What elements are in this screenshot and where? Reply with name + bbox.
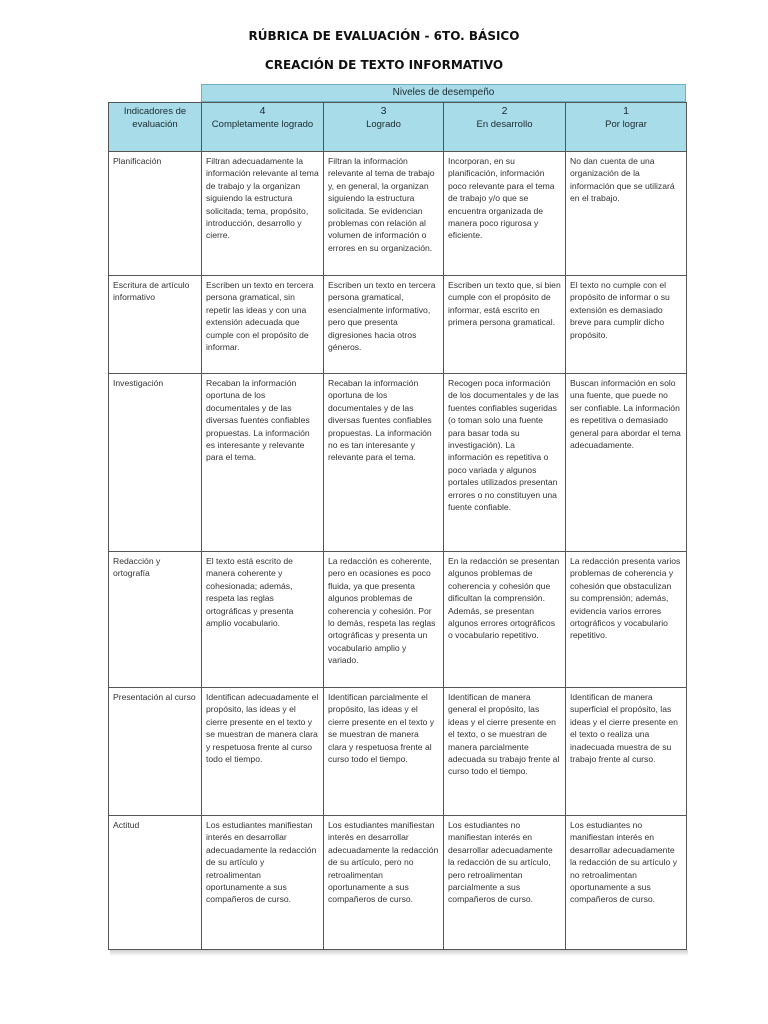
criteria-cell: El texto no cumple con el propósito de informar o su extensión es demasiado breve para cumplir dicho propósito. bbox=[566, 276, 687, 374]
criteria-cell: Los estudiantes manifiestan interés en desarrollar adecuadamente la redacción de su artículo, pero no retroalimentan oportunamente a sus compañeros de curso. bbox=[324, 816, 444, 950]
criteria-cell: Identifican de manera general el propósito, las ideas y el cierre presente en el texto, o se muestran de manera parcialmente adecuada su trabajo frente al curso todo el tiempo. bbox=[444, 688, 566, 816]
criteria-cell: Recaban la información oportuna de los documentales y de las diversas fuentes confiables propuestas. La información es interesante y relevante para el tema. bbox=[202, 374, 324, 552]
criteria-cell: En la redacción se presentan algunos problemas de coherencia y cohesión que dificultan la comprensión. Además, se presentan algunos errores ortográficos o vocabulario repetitivo. bbox=[444, 552, 566, 688]
criteria-cell: Recogen poca información de los documentales y de las fuentes confiables sugeridas (o toman solo una fuente para basar toda su investigación). La información es repetitiva o poco variada y algunos portales utilizados presentan errores o no constituyen una fuente confiable. bbox=[444, 374, 566, 552]
level-number: 4 bbox=[259, 105, 266, 117]
criteria-cell: Los estudiantes manifiestan interés en desarrollar adecuadamente la redacción de su artículo y retroalimentan oportunamente a sus compañeros de curso. bbox=[202, 816, 324, 950]
level-number: 1 bbox=[623, 105, 629, 117]
table-row bbox=[109, 816, 687, 950]
rubric-table bbox=[108, 84, 686, 950]
level-header-2 bbox=[444, 103, 566, 152]
rubric-grid bbox=[108, 102, 687, 950]
table-row bbox=[109, 552, 687, 688]
level-label: En desarrollo bbox=[476, 119, 533, 130]
criteria-cell: La redacción es coherente, pero en ocasiones es poco fluida, ya que presenta algunos problemas de coherencia y cohesión. Por lo demás, respeta las reglas ortográficas y presenta un vocabulario amplio y variado. bbox=[324, 552, 444, 688]
level-header-1 bbox=[566, 103, 687, 152]
criteria-cell: La redacción presenta varios problemas de coherencia y cohesión que obstaculizan su comprensión; además, evidencia varios errores ortográficos y vocabulario repetitivo. bbox=[566, 552, 687, 688]
document-subtitle: CREACIÓN DE TEXTO INFORMATIVO bbox=[264, 58, 504, 72]
indicator-cell: Redacción y ortografía bbox=[109, 552, 202, 688]
table-shadow bbox=[110, 950, 688, 956]
criteria-cell: Identifican parcialmente el propósito, las ideas y el cierre presente en el texto y se muestran de manera clara y respetuosa frente al curso todo el tiempo. bbox=[324, 688, 444, 816]
criteria-cell: Filtran la información relevante al tema de trabajo y, en general, la organizan siguiendo la estructura solicitada. Se evidencian problemas con relación al volumen de información o errores en su organización. bbox=[324, 152, 444, 276]
indicator-cell: Investigación bbox=[109, 374, 202, 552]
criteria-cell: Escriben un texto en tercera persona gramatical, esencialmente informativo, pero que presenta digresiones hacia otros géneros. bbox=[324, 276, 444, 374]
criteria-cell: Identifican adecuadamente el propósito, las ideas y el cierre presente en el texto y se muestran de manera clara y respetuosa frente al curso todo el tiempo. bbox=[202, 688, 324, 816]
indicator-cell: Presentación al curso bbox=[109, 688, 202, 816]
criteria-cell: Recaban la información oportuna de los documentales y de las diversas fuentes confiables propuestas. La información no es tan interesante y relevante para el tema. bbox=[324, 374, 444, 552]
levels-header: Niveles de desempeño bbox=[201, 84, 686, 102]
document-title: RÚBRICA DE EVALUACIÓN - 6TO. BÁSICO bbox=[248, 29, 520, 43]
level-header-3 bbox=[324, 103, 444, 152]
level-label: Logrado bbox=[366, 119, 401, 130]
header-row bbox=[109, 103, 687, 152]
criteria-cell: Identifican de manera superficial el propósito, las ideas y el cierre presente en el texto o realiza una inadecuada muestra de su trabajo frente al curso. bbox=[566, 688, 687, 816]
criteria-cell: El texto está escrito de manera coherente y cohesionada; además, respeta las reglas ortográficas y presenta amplio vocabulario. bbox=[202, 552, 324, 688]
indicator-cell: Actitud bbox=[109, 816, 202, 950]
criteria-cell: No dan cuenta de una organización de la información que se utilizará en el trabajo. bbox=[566, 152, 687, 276]
indicator-cell: Planificación bbox=[109, 152, 202, 276]
indicator-cell: Escritura de artículo informativo bbox=[109, 276, 202, 374]
level-label: Por lograr bbox=[605, 119, 647, 130]
criteria-cell: Los estudiantes no manifiestan interés en desarrollar adecuadamente la redacción de su artículo y no retroalimentan oportunamente a sus compañeros de curso. bbox=[566, 816, 687, 950]
criteria-cell: Escriben un texto en tercera persona gramatical, sin repetir las ideas y con una extensión adecuada que cumple con el propósito de informar. bbox=[202, 276, 324, 374]
table-row bbox=[109, 276, 687, 374]
table-row bbox=[109, 374, 687, 552]
level-number: 3 bbox=[380, 105, 387, 117]
criteria-cell: Escriben un texto que, si bien cumple con el propósito de informar, está escrito en primera persona gramatical. bbox=[444, 276, 566, 374]
criteria-cell: Filtran adecuadamente la información relevante al tema de trabajo y la organizan siguiendo la estructura solicitada; tema, propósito, introducción, desarrollo y cierre. bbox=[202, 152, 324, 276]
level-header-4 bbox=[202, 103, 324, 152]
level-label: Completamente logrado bbox=[211, 119, 314, 130]
indicator-header: Indicadores de evaluación bbox=[109, 103, 202, 152]
criteria-cell: Los estudiantes no manifiestan interés en desarrollar adecuadamente la redacción de su artículo, pero retroalimentan parcialmente a sus compañeros de curso. bbox=[444, 816, 566, 950]
level-number: 2 bbox=[501, 105, 508, 117]
criteria-cell: Buscan información en solo una fuente, que puede no ser confiable. La información es repetitiva o demasiado general para abordar el tema adecuadamente. bbox=[566, 374, 687, 552]
table-row bbox=[109, 688, 687, 816]
criteria-cell: Incorporan, en su planificación, información poco relevante para el tema de trabajo y/o que se encuentra organizada de manera poco rigurosa y eficiente. bbox=[444, 152, 566, 276]
table-row bbox=[109, 152, 687, 276]
